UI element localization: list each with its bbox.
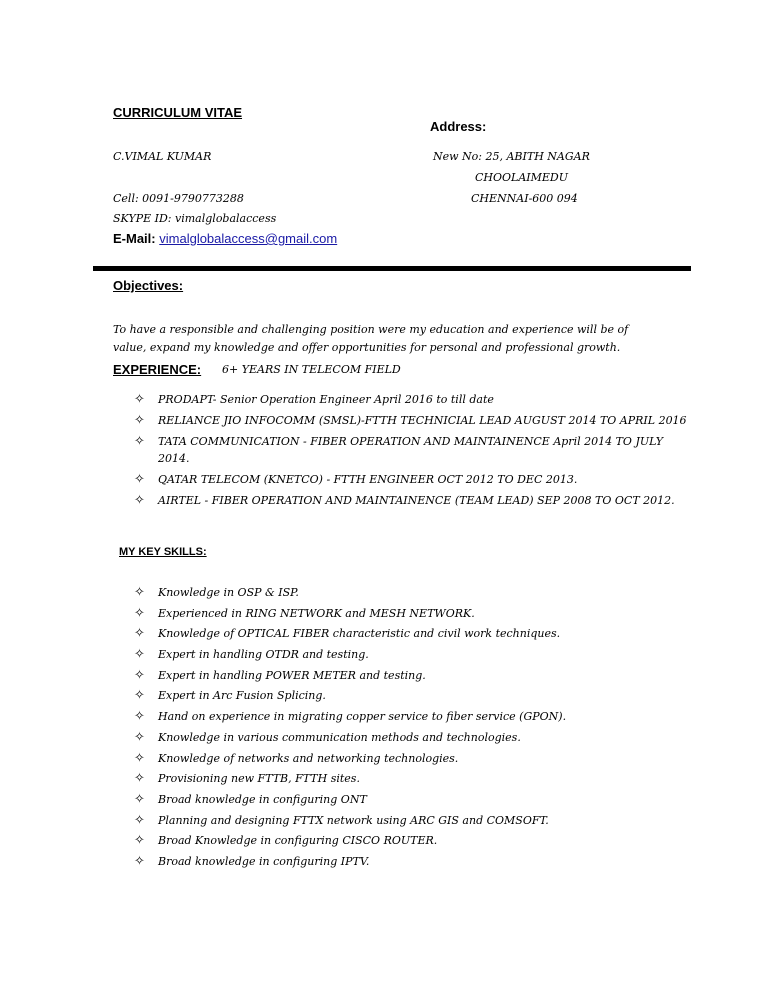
skills-list (134, 584, 694, 870)
skype-id: SKYPE ID: vimalglobalaccess (113, 212, 277, 225)
four-point-star-icon: ✧ (134, 729, 145, 745)
list-item: ✧ Broad knowledge in configuring ONT (134, 791, 367, 807)
objectives-line-1: To have a responsible and challenging position were my education and experience will be of (113, 323, 629, 336)
address-line-3: CHENNAI-600 094 (471, 192, 578, 205)
email-label: E-Mail: (113, 231, 156, 246)
list-item: ✧ Knowledge in various communication methods and technologies. (134, 729, 521, 745)
list-item: ✧ Knowledge of OPTICAL FIBER characteristic and civil work techniques. (134, 626, 561, 642)
four-point-star-icon: ✧ (134, 413, 145, 428)
list-item: ✧ Provisioning new FTTB, FTTH sites. (134, 771, 360, 787)
address-label: Address: (430, 119, 487, 134)
email-row (113, 231, 337, 246)
four-point-star-icon: ✧ (134, 853, 145, 869)
four-point-star-icon: ✧ (134, 771, 145, 787)
list-item: ✧ Broad Knowledge in configuring CISCO ROUTER. (134, 833, 438, 849)
list-item: ✧ TATA COMMUNICATION - FIBER OPERATION AND MAINTAINENCE April 2014 TO JULY 2014. (134, 434, 663, 465)
four-point-star-icon: ✧ (134, 812, 145, 828)
four-point-star-icon: ✧ (134, 667, 145, 683)
list-item: ✧ Expert in Arc Fusion Splicing. (134, 688, 326, 704)
list-item: ✧ RELIANCE JIO INFOCOMM (SMSL)-FTTH TECHNICIAL LEAD AUGUST 2014 TO APRIL 2016 (134, 413, 687, 428)
experience-summary: 6+ YEARS IN TELECOM FIELD (222, 363, 401, 376)
skills-heading: MY KEY SKILLS: (119, 546, 207, 558)
experience-heading: EXPERIENCE: (113, 362, 202, 377)
address-line-1: New No: 25, ABITH NAGAR (433, 150, 590, 163)
four-point-star-icon: ✧ (134, 626, 145, 642)
list-item: ✧ Knowledge of networks and networking technologies. (134, 750, 459, 766)
four-point-star-icon: ✧ (134, 791, 145, 807)
email-link[interactable]: vimalglobalaccess@gmail.com (159, 231, 338, 246)
list-item: ✧ Planning and designing FTTX network using ARC GIS and COMSOFT. (134, 812, 549, 828)
list-item: ✧ AIRTEL - FIBER OPERATION AND MAINTAINENCE (TEAM LEAD) SEP 2008 TO OCT 2012. (134, 493, 675, 508)
list-item: ✧ Hand on experience in migrating copper service to fiber service (GPON). (134, 709, 567, 725)
four-point-star-icon: ✧ (134, 472, 145, 487)
four-point-star-icon: ✧ (134, 434, 145, 449)
list-item: ✧ Expert in handling OTDR and testing. (134, 647, 369, 663)
list-item: ✧ Knowledge in OSP & ISP. (134, 585, 299, 600)
cell-number: Cell: 0091-9790773288 (113, 192, 244, 205)
address-line-2: CHOOLAIMEDU (475, 171, 569, 184)
list-item: ✧ Broad knowledge in configuring IPTV. (134, 853, 370, 869)
four-point-star-icon: ✧ (134, 392, 145, 407)
four-point-star-icon: ✧ (134, 605, 145, 621)
list-item: ✧ Experienced in RING NETWORK and MESH NETWORK. (134, 605, 475, 621)
list-item: ✧ PRODAPT- Senior Operation Engineer April 2016 to till date (134, 392, 494, 407)
four-point-star-icon: ✧ (134, 493, 145, 508)
four-point-star-icon: ✧ (134, 750, 145, 766)
list-item: ✧ QATAR TELECOM (KNETCO) - FTTH ENGINEER OCT 2012 TO DEC 2013. (134, 472, 578, 487)
candidate-name: C.VIMAL KUMAR (113, 150, 212, 163)
experience-list (134, 391, 694, 509)
page-title: CURRICULUM VITAE (113, 105, 243, 120)
four-point-star-icon: ✧ (134, 709, 145, 725)
four-point-star-icon: ✧ (134, 833, 145, 849)
four-point-star-icon: ✧ (134, 585, 145, 600)
list-item: ✧ Expert in handling POWER METER and testing. (134, 667, 426, 683)
objectives-heading: Objectives: (113, 278, 184, 293)
section-divider (93, 266, 691, 271)
four-point-star-icon: ✧ (134, 688, 145, 704)
objectives-line-2: value, expand my knowledge and offer opportunities for personal and professional growth. (113, 341, 621, 354)
four-point-star-icon: ✧ (134, 647, 145, 663)
